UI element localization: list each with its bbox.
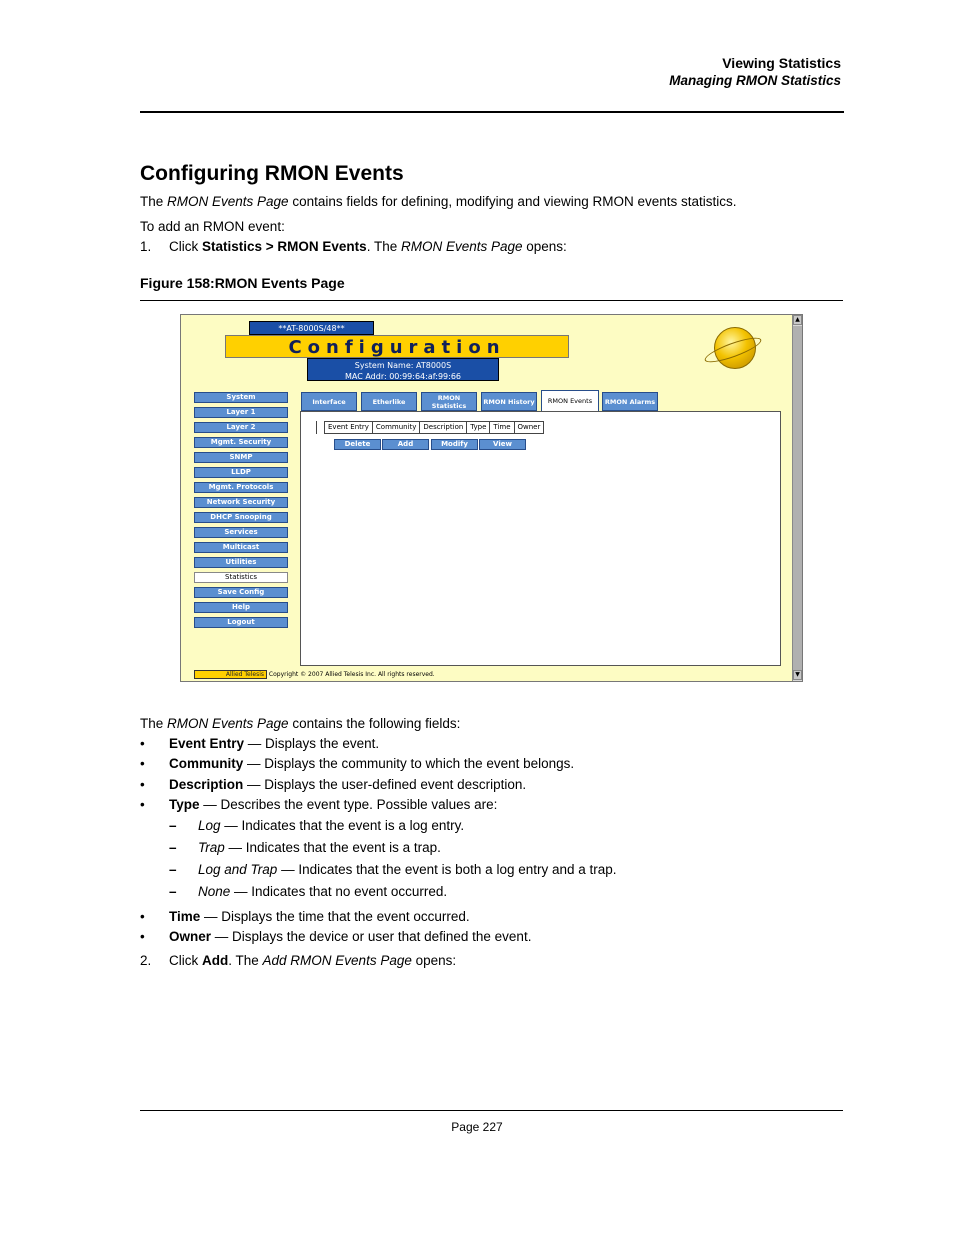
col-type: Type [467, 422, 490, 433]
tab-interface-label: Interface [312, 397, 346, 406]
nav-system[interactable]: System [194, 392, 288, 403]
type-desc: — Indicates that the event is a trap. [224, 840, 441, 855]
events-table-header [324, 421, 544, 434]
bullet-marker: • [140, 909, 145, 924]
intro-post: contains fields for defining, modifying and viewing RMON events statistics. [288, 194, 737, 209]
delete-button[interactable]: Delete [334, 439, 381, 450]
nav-layer-2[interactable]: Layer 2 [194, 422, 288, 433]
bullet-term: Owner [169, 929, 212, 944]
system-tab: **AT-8000S/48** [249, 321, 374, 335]
scroll-down-icon[interactable]: ▼ [793, 670, 802, 680]
modify-button[interactable]: Modify [431, 439, 478, 450]
tab-rmon-history[interactable] [481, 392, 537, 411]
intro-pre: The [140, 194, 168, 209]
tab-etherlike[interactable] [361, 392, 417, 411]
bullet-term: Community [169, 756, 244, 771]
nav-dhcp-snooping[interactable]: DHCP Snooping [194, 512, 288, 523]
dash-marker: – [169, 862, 177, 877]
intro-paragraph [140, 194, 737, 209]
figure-caption: Figure 158:RMON Events Page [140, 275, 345, 291]
bullet-desc: — Displays the user-defined event description. [243, 777, 527, 792]
footer-rule [140, 1110, 843, 1111]
tab-rmon-statistics-label: RMON Statistics [431, 393, 467, 410]
step-1-c: . The [366, 239, 401, 254]
nav-logout[interactable]: Logout [194, 617, 288, 628]
col-community: Community [373, 422, 421, 433]
step-2-e: opens: [411, 953, 457, 968]
copyright-text: Copyright © 2007 Allied Telesis Inc. All rights reserved. [268, 671, 435, 678]
step-2-c: . The [228, 953, 263, 968]
tab-etherlike-label: Etherlike [372, 397, 406, 406]
step-1-d: RMON Events Page [400, 239, 523, 254]
intro-em: RMON Events Page [167, 194, 289, 209]
scroll-thumb[interactable] [793, 326, 802, 670]
bullet-owner [169, 929, 531, 944]
type-term: Trap [198, 840, 225, 855]
nav-lldp[interactable]: LLDP [194, 467, 288, 478]
fields-intro-em: RMON Events Page [167, 716, 289, 731]
nav-help[interactable]: Help [194, 602, 288, 613]
to-add-line: To add an RMON event: [140, 219, 285, 234]
bullet-desc: — Displays the time that the event occurred. [200, 909, 470, 924]
header-subtitle: Managing RMON Statistics [669, 73, 841, 88]
nav-network-security[interactable]: Network Security [194, 497, 288, 508]
tab-rmon-history-label: RMON History [483, 397, 535, 406]
nav-mgmt-protocols[interactable]: Mgmt. Protocols [194, 482, 288, 493]
header-title: Viewing Statistics [722, 55, 841, 71]
mac-address: MAC Addr: 00:99:64:af:99:66 [344, 372, 462, 381]
type-term: Log [198, 818, 221, 833]
tab-rmon-events[interactable] [541, 390, 599, 411]
nav-layer-1[interactable]: Layer 1 [194, 407, 288, 418]
step-2-number: 2. [140, 953, 152, 968]
tab-interface[interactable] [301, 392, 357, 411]
step-1-number: 1. [140, 239, 152, 254]
type-desc: — Indicates that the event is both a log entry and a trap. [277, 862, 617, 877]
step-1-e: opens: [522, 239, 567, 254]
vertical-scrollbar[interactable] [792, 315, 802, 681]
nav-snmp[interactable]: SNMP [194, 452, 288, 463]
rmon-events-screenshot [180, 314, 803, 682]
tab-rmon-events-label: RMON Events [547, 397, 593, 405]
bullet-marker: • [140, 756, 145, 771]
system-info-box [307, 358, 499, 381]
bullet-type [169, 797, 497, 812]
step-2-d: Add RMON Events Page [262, 953, 412, 968]
type-log [198, 818, 464, 833]
step-1-b: Statistics > RMON Events [202, 239, 367, 254]
bullet-term: Time [169, 909, 201, 924]
nav-utilities[interactable]: Utilities [194, 557, 288, 568]
bullet-marker: • [140, 736, 145, 751]
col-description: Description [420, 422, 467, 433]
bullet-term: Type [169, 797, 200, 812]
section-heading: Configuring RMON Events [140, 162, 404, 185]
tab-rmon-alarms[interactable] [602, 392, 658, 411]
nav-statistics[interactable]: Statistics [194, 572, 288, 583]
bullet-desc: — Displays the device or user that defined the event. [211, 929, 532, 944]
configuration-banner: Configuration [225, 335, 569, 358]
fields-intro [140, 716, 460, 731]
header-rule [140, 111, 844, 113]
page-number: Page 227 [451, 1120, 503, 1134]
nav-services[interactable]: Services [194, 527, 288, 538]
type-trap [198, 840, 441, 855]
nav-save-config[interactable]: Save Config [194, 587, 288, 598]
step-2-a: Click [169, 953, 202, 968]
bullet-event-entry [169, 736, 379, 751]
type-term: Log and Trap [198, 862, 278, 877]
col-owner: Owner [517, 423, 541, 431]
tab-rmon-alarms-label: RMON Alarms [604, 397, 656, 406]
fields-intro-pre: The [140, 716, 168, 731]
bullet-community [169, 756, 574, 771]
bullet-marker: • [140, 777, 145, 792]
bullet-description [169, 777, 526, 792]
nav-mgmt-security[interactable]: Mgmt. Security [194, 437, 288, 448]
bullet-desc: — Describes the event type. Possible values are: [199, 797, 498, 812]
type-term: None [198, 884, 231, 899]
type-desc: — Indicates that no event occurred. [230, 884, 448, 899]
bullet-desc: — Displays the event. [244, 736, 380, 751]
system-name: System Name: AT8000S [354, 361, 452, 370]
bullet-term: Description [169, 777, 244, 792]
dash-marker: – [169, 818, 177, 833]
step-2-b: Add [202, 953, 229, 968]
dash-marker: – [169, 884, 177, 899]
nav-multicast[interactable]: Multicast [194, 542, 288, 553]
figure-rule [140, 300, 843, 301]
bullet-time [169, 909, 470, 924]
screenshot-footer [194, 669, 435, 681]
view-button[interactable]: View [479, 439, 526, 450]
bullet-marker: • [140, 797, 145, 812]
bullet-desc: — Displays the community to which the event belongs. [243, 756, 575, 771]
dash-marker: – [169, 840, 177, 855]
allied-telesis-logo: Allied Telesis [194, 670, 267, 679]
step-2-text [169, 953, 456, 968]
type-log-and-trap [198, 862, 617, 877]
add-button[interactable]: Add [382, 439, 429, 450]
bullet-marker: • [140, 929, 145, 944]
table-select-column [316, 421, 324, 434]
scroll-up-icon[interactable]: ▲ [793, 315, 802, 325]
tab-rmon-statistics[interactable] [421, 392, 477, 411]
step-1-a: Click [169, 239, 202, 254]
step-1-text [169, 239, 567, 254]
fields-intro-post: contains the following fields: [288, 716, 461, 731]
col-event-entry: Event Entry [325, 422, 373, 433]
type-none [198, 884, 447, 899]
type-desc: — Indicates that the event is a log entry. [220, 818, 465, 833]
col-time: Time [490, 422, 514, 433]
bullet-term: Event Entry [169, 736, 245, 751]
